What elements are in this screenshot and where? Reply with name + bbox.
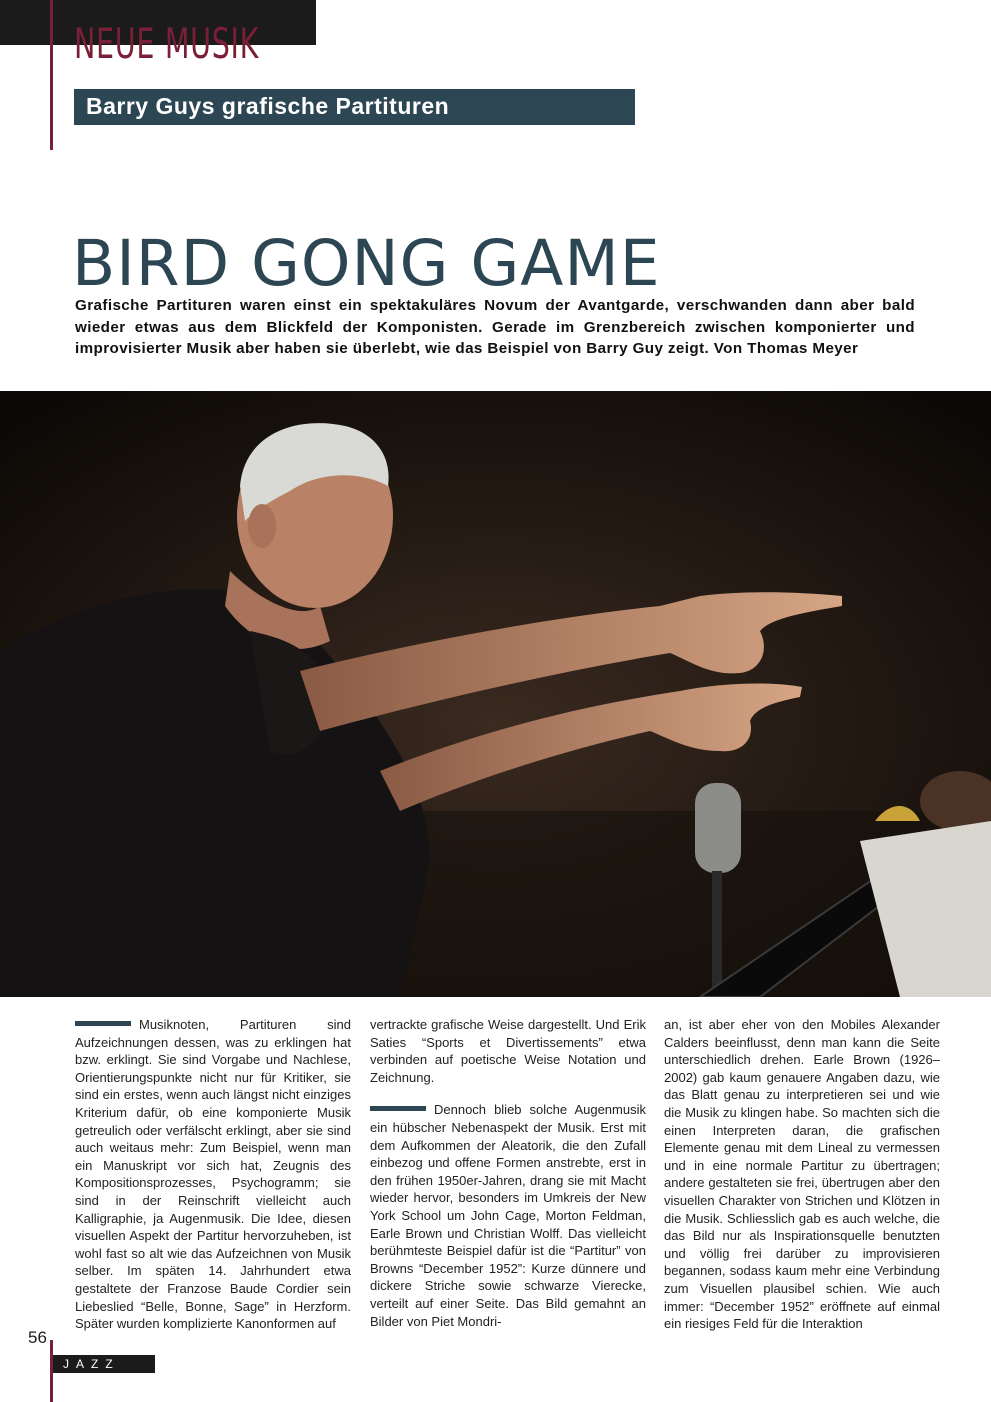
page-number: 56	[28, 1328, 47, 1347]
margin-rule-top	[50, 0, 53, 150]
paragraph-marker	[75, 1021, 131, 1026]
article-headline: BIRD GONG GAME	[72, 227, 661, 300]
subtitle-bar	[74, 89, 635, 125]
text-column-3	[664, 1016, 940, 1348]
col2-paragraph-2: Dennoch blieb solche Augenmusik ein hübscher Nebenaspekt der Musik. Erst mit dem Aufkommen der Aleatorik, die den Zufall einbezog und offene Formen anstrebte, erst in den frühen 1950er-Jahren, drang sie mit Macht wieder hervor, besonders im Umkreis der New York School um John Cage, Morton Feldman, Earle Brown und Christian Wolff. Das vielleicht berühmteste Beispiel dafür ist die “Partitur” von Browns “December 1952”: Kurze dünnere und dickere Striche sowie schwarze Vierecke, verteilt auf einer Seite. Das Bild gemahnt an Bilder von Piet Mondri-	[370, 1102, 646, 1329]
text-column-1	[75, 1016, 351, 1348]
conductor-photo	[0, 391, 991, 997]
text-column-2	[370, 1016, 646, 1345]
magazine-name: JAZZ	[63, 1357, 120, 1371]
col3-text: an, ist aber eher von den Mobiles Alexander Calders beeinflusst, denn man kann die Seite unterschiedlich drehen. Earle Brown (1926–2002) gab kaum genauere Angaben dazu, wie das Blatt genau zu interpretieren sei und wie die Musik zu klingen habe. So machten sich die einen Interpreten daran, die grafischen Elemente genau mit dem Lineal zu vermessen und in eine normale Partitur zu übertragen; andere gestalteten sie frei, übertrugen aber den visuellen Charakter von Strichen und Klötzen in die Musik. Schliesslich gab es auch welche, die das Bild nur als Inspirationsquelle benutzten und völlig frei darüber zu improvisieren begannen, sodass kaum mehr eine Verbindung zum Visuellen plausibel schien. Wie auch immer: “December 1952” eröffnete auf einmal ein riesiges Feld für die Interaktion	[664, 1017, 940, 1332]
paragraph-marker	[370, 1106, 426, 1111]
article-subtitle: Barry Guys grafische Partituren	[86, 93, 450, 119]
magazine-bar	[53, 1355, 155, 1373]
section-title: NEUE MUSIK	[74, 19, 260, 68]
article-lead: Grafische Partituren waren einst ein spektakuläres Novum der Avantgarde, verschwanden dann aber bald wieder etwas aus dem Blickfeld der Komponisten. Gerade im Grenzbereich zwischen komponierter und improvisierter Musik aber haben sie überlebt, wie das Beispiel von Barry Guy zeigt. Von Thomas Meyer	[75, 297, 915, 357]
col1-text: Musiknoten, Partituren sind Aufzeichnungen dessen, was zu erklingen hat bzw. erklingt. Sie sind Vorgabe und Nachlese, Orientierungspunkte nicht nur für Kritiker, sie sind ein erstes, wenn auch längst nicht einziges Kriterium dafür, ob eine komponierte Musik getreulich oder verfälscht erklingt, aber sie sind auch weitaus mehr: Zum Beispiel, wenn man ein Manuskript vor sich hat, Zeugnis des Kompositionsprozesses, Psychogramm; sie sind in der Reinschrift vielleicht auch Kalligraphie, ja Augenmusik. Die Idee, diesen visuellen Aspekt der Partitur hervorzuheben, ist wohl fast so alt wie das Aufzeichnen von Musik selber. Im späten 14. Jahrhundert etwa gestaltete der Franzose Baude Cordier sein Liebeslied “Belle, Bonne, Sage” in Herzform. Später wurden komplizierte Kanonformen auf	[75, 1017, 351, 1332]
col2-paragraph-1: vertrackte grafische Weise dargestellt. Und Erik Saties “Sports et Divertissements” etwa verbinden auf poetische Weise Notation und Zeichnung.	[370, 1017, 646, 1085]
